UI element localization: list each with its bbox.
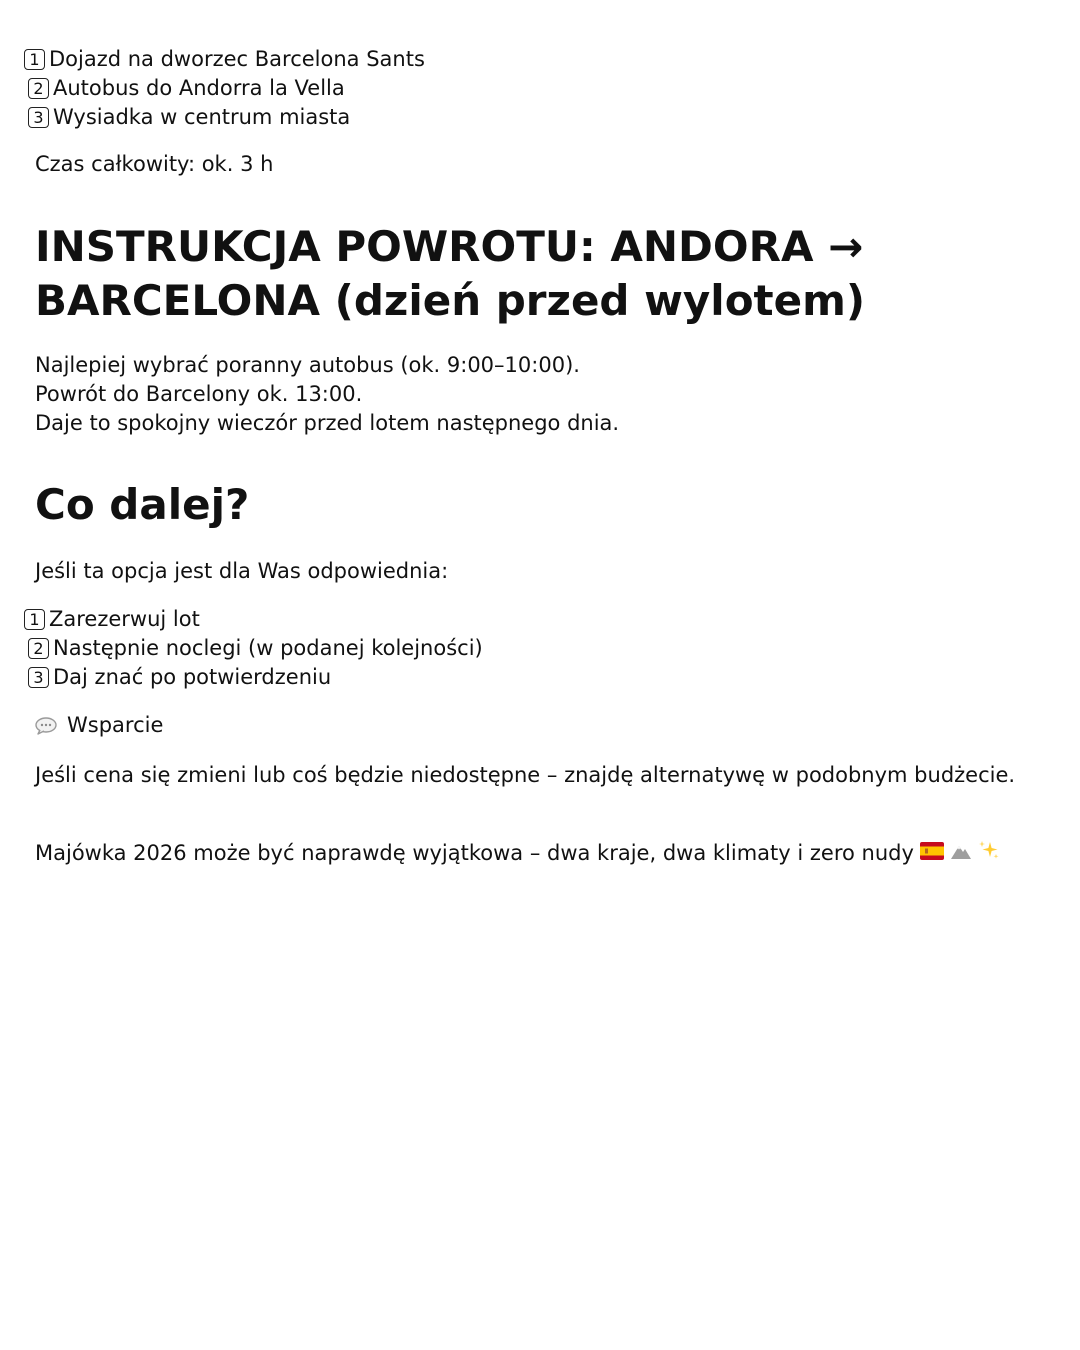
list-item [28,74,425,103]
keycap-number-icon: 1 [24,609,45,630]
closing-text: Majówka 2026 może być naprawdę wyjątkowa – dwa kraje, dwa klimaty i zero nudy [35,841,914,865]
step-text: Następnie noclegi (w podanej kolejności) [53,636,483,660]
return-heading-line: BARCELONA (dzień przed wylotem) [35,276,866,325]
support-label-row [35,711,163,740]
keycap-number-icon: 2 [28,638,49,659]
return-line: Daje to spokojny wieczór przed lotem następnego dnia. [35,411,620,435]
list-item [28,634,483,663]
route-steps-list [24,45,425,132]
keycap-number-icon: 3 [28,107,49,128]
keycap-number-icon: 3 [28,667,49,688]
step-text: Autobus do Andorra la Vella [53,76,345,100]
step-text: Daj znać po potwierdzeniu [53,665,332,689]
return-line: Powrót do Barcelony ok. 13:00. [35,382,363,406]
return-paragraph [35,351,619,438]
next-intro-text: Jeśli ta opcja jest dla Was odpowiednia: [35,559,449,583]
step-text: Dojazd na dworzec Barcelona Sants [49,47,425,71]
next-heading: Co dalej? [35,480,250,529]
support-label: Wsparcie [67,713,164,737]
support-text: Jeśli cena się zmieni lub coś będzie niedostępne – znajdę alternatywę w podobnym budżecie. [35,763,1016,787]
return-heading-line: INSTRUKCJA POWROTU: ANDORA → [35,222,864,271]
sparkles-icon [978,839,1000,868]
return-line: Najlepiej wybrać poranny autobus (ok. 9:00–10:00). [35,353,580,377]
step-text: Zarezerwuj lot [49,607,200,631]
next-steps-list [24,605,483,692]
list-item [24,45,425,74]
list-item [28,663,483,692]
step-text: Wysiadka w centrum miasta [53,105,351,129]
keycap-number-icon: 1 [24,49,45,70]
keycap-number-icon: 2 [28,78,49,99]
return-heading [35,220,935,328]
spain-flag-icon [920,839,944,868]
closing-line [35,839,1000,868]
list-item [28,103,425,132]
total-time-text: Czas całkowity: ok. 3 h [35,152,274,176]
list-item [24,605,483,634]
mountain-icon [950,839,972,868]
speech-bubble-icon [35,717,57,735]
